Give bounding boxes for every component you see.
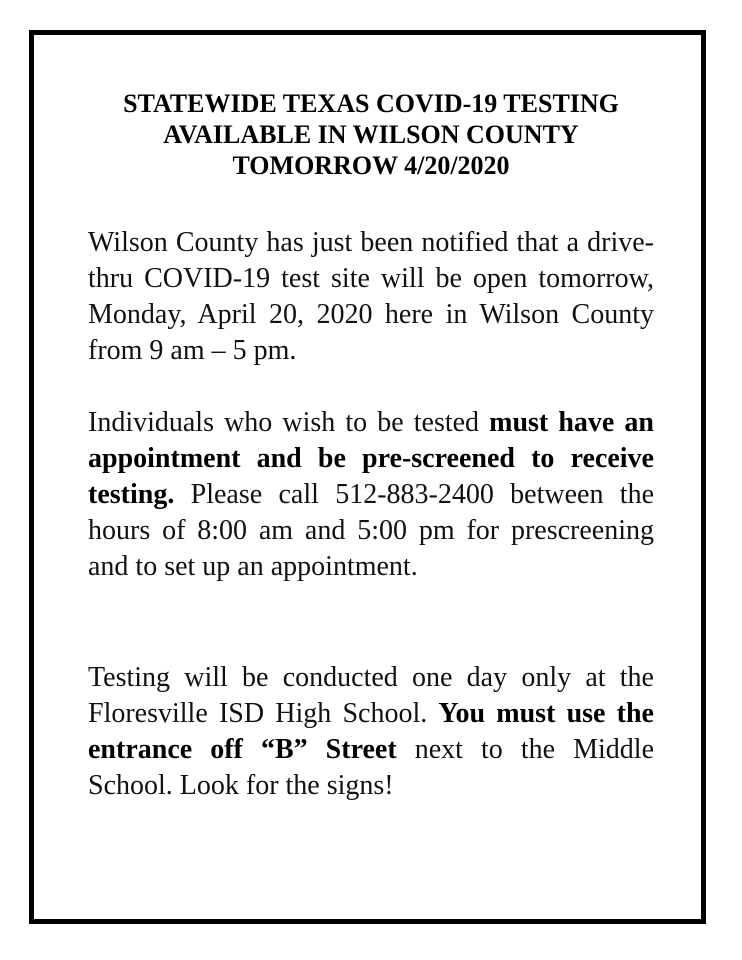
notification-text: Wilson County has just been notified that a drive-thru COVID-19 test site will be open tomorrow, Monday, April 20, 2020 here in Wilson County from 9 am – 5 pm. — [88, 227, 654, 366]
appointment-requirement: must have an appointment and be pre-screened to receive testing. — [88, 407, 654, 510]
location-paragraph — [88, 660, 654, 804]
appointment-phone-text: Please call 512-883-2400 between the hours of 8:00 am and 5:00 pm for prescreening and to set up an appointment. — [88, 479, 654, 582]
location-tail: next to the Middle School. Look for the signs! — [88, 734, 654, 801]
notification-paragraph — [88, 225, 654, 369]
flyer-title — [60, 88, 682, 181]
title-line-1: STATEWIDE TEXAS COVID-19 TESTING — [123, 89, 619, 118]
appointment-lead: Individuals who wish to be tested — [88, 407, 490, 438]
entrance-instruction: You must use the entrance off “B” Street — [88, 698, 654, 765]
title-line-3: TOMORROW 4/20/2020 — [232, 151, 510, 180]
appointment-paragraph — [88, 405, 654, 585]
location-lead: Testing will be conducted one day only at the Floresville ISD High School. — [88, 662, 654, 729]
title-line-2: AVAILABLE IN WILSON COUNTY — [163, 120, 579, 149]
